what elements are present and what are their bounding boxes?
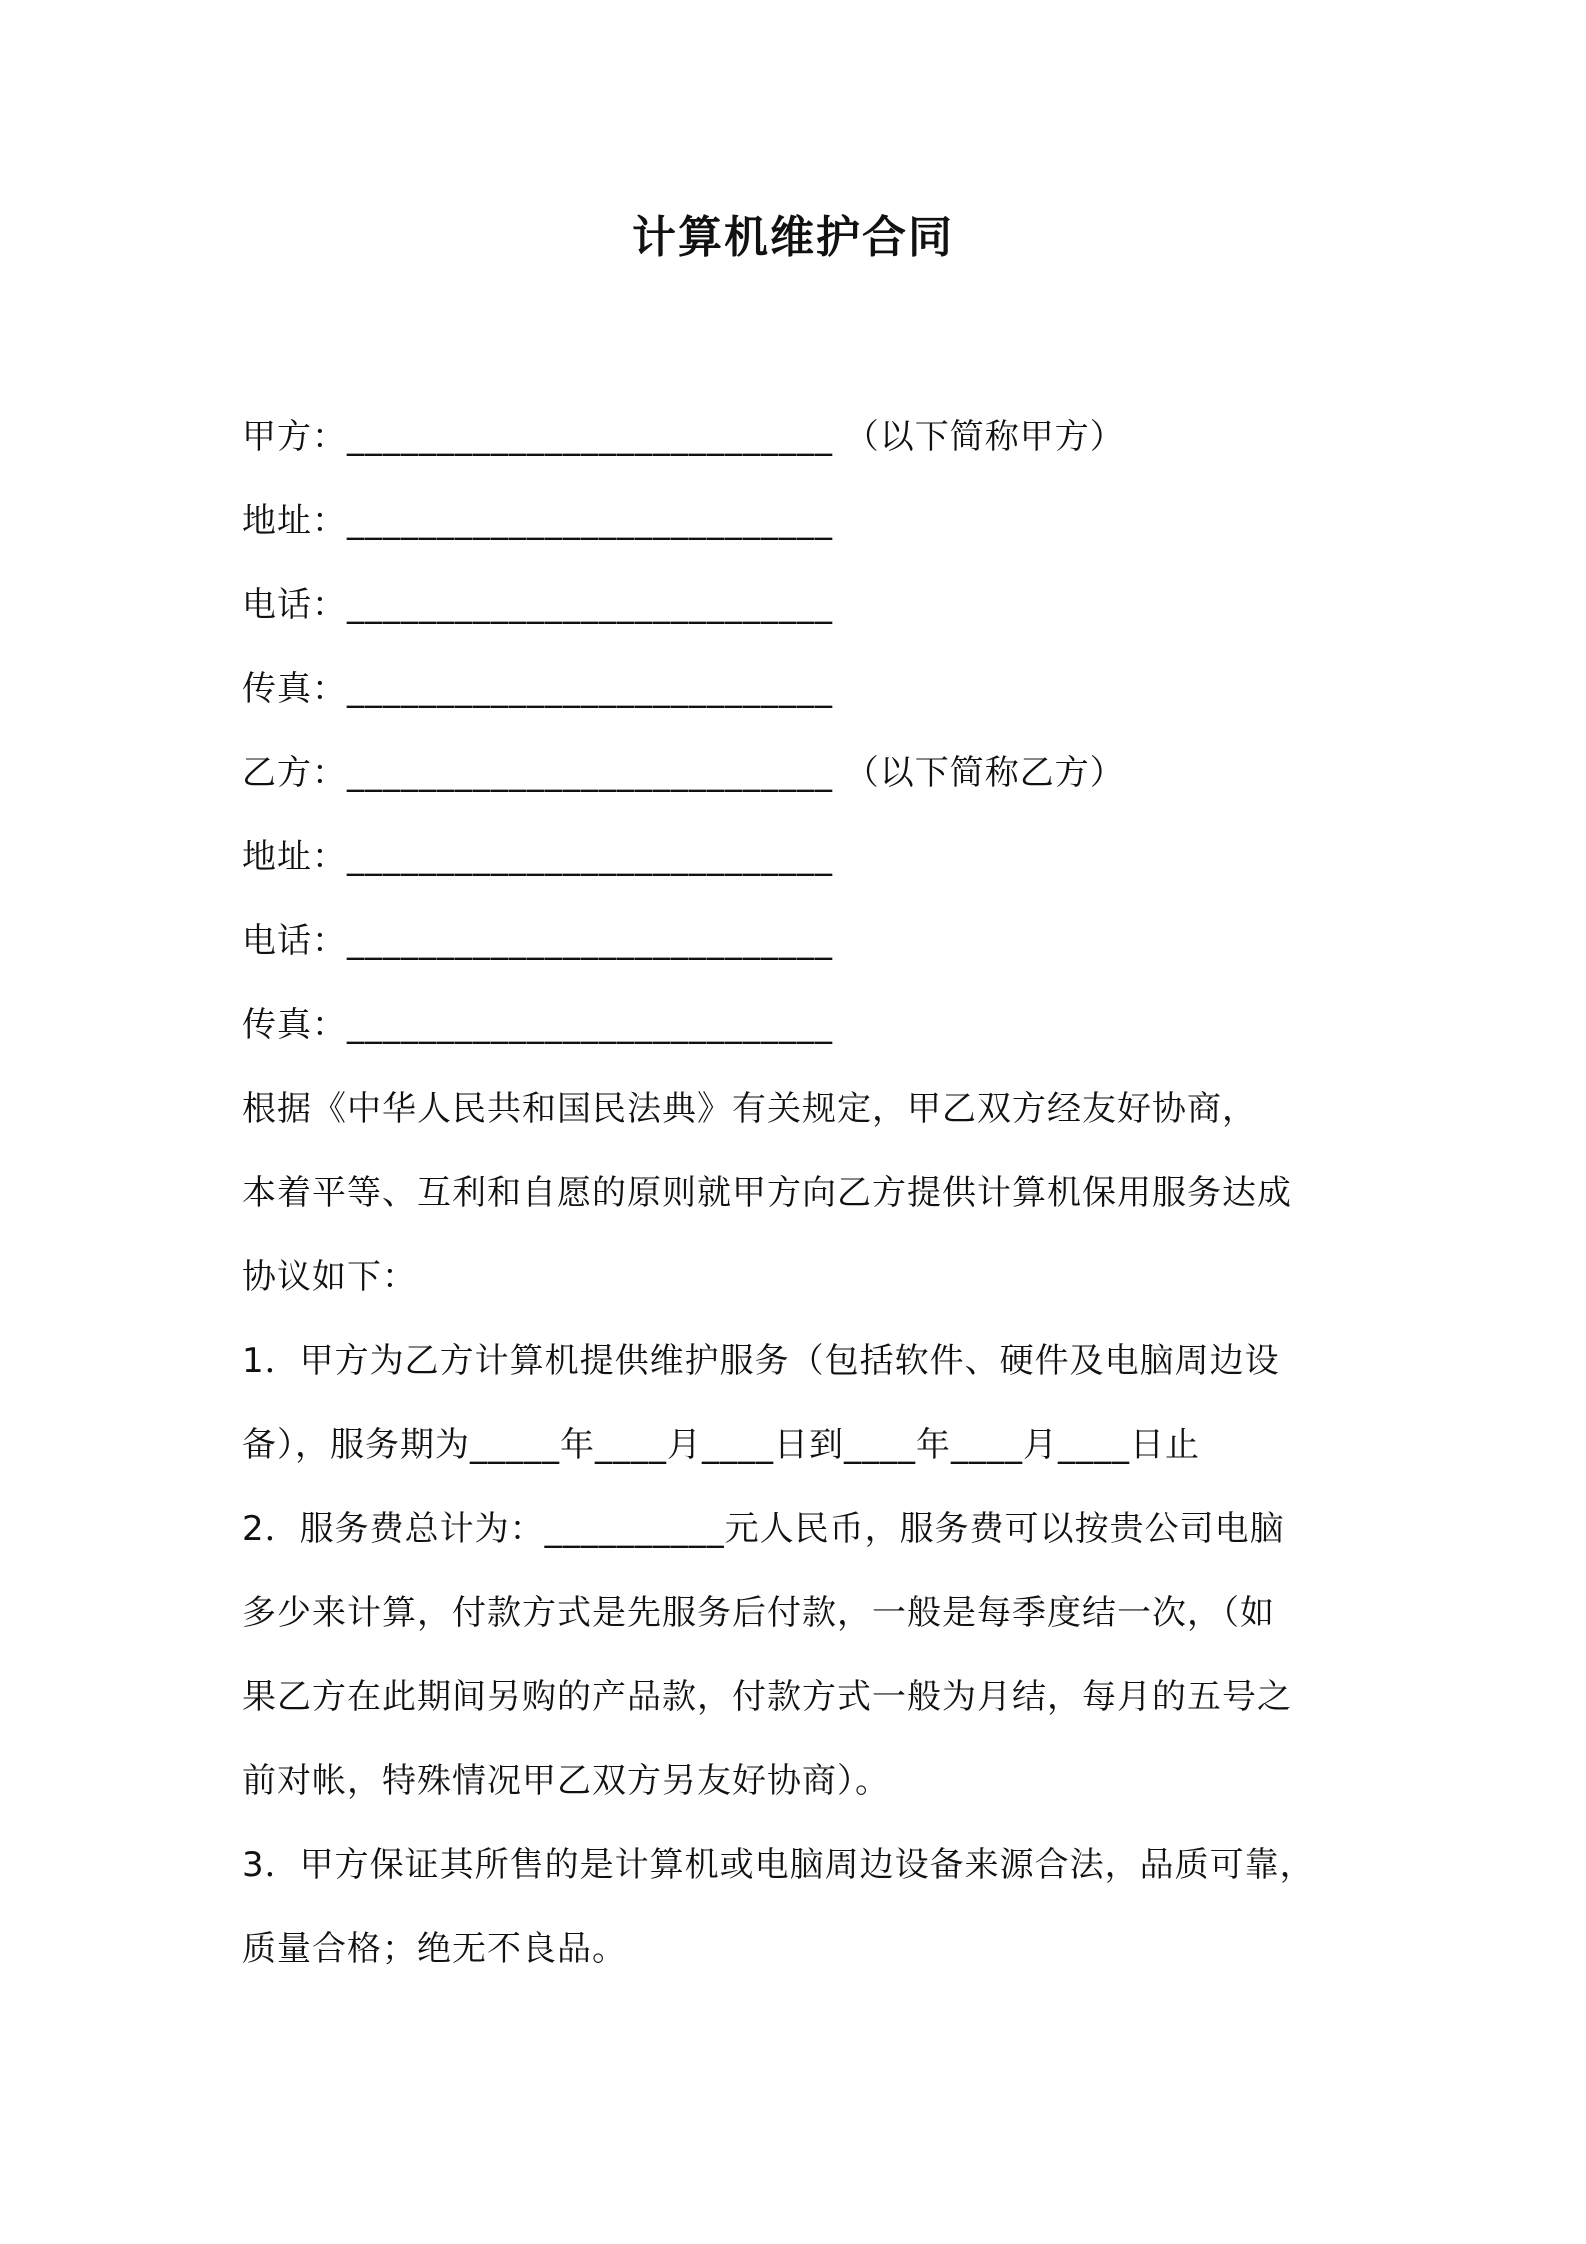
clause-2-line: 果乙方在此期间另购的产品款，付款方式一般为月结，每月的五号之 [242, 1677, 1292, 1717]
clause-2-line: 前对帐，特殊情况甲乙双方另友好协商）。 [242, 1761, 890, 1801]
party-a-name-line: 甲方：___________________________ （以下简称甲方） [242, 417, 1125, 457]
clause-2-line: 2．服务费总计为：__________元人民币，服务费可以按贵公司电脑 [242, 1509, 1285, 1549]
party-a-phone-line: 电话：___________________________ [242, 585, 833, 625]
preamble-line: 协议如下： [242, 1257, 417, 1297]
clause-3-line: 质量合格；绝无不良品。 [242, 1929, 627, 1969]
party-b-name-line: 乙方：___________________________ （以下简称乙方） [242, 753, 1125, 793]
clause-1-line: 1．甲方为乙方计算机提供维护服务（包括软件、硬件及电脑周边设 [242, 1341, 1280, 1381]
page-title: 计算机维护合同 [632, 212, 954, 263]
preamble-line: 根据《中华人民共和国民法典》有关规定，甲乙双方经友好协商， [242, 1089, 1257, 1129]
party-b-phone-line: 电话：___________________________ [242, 921, 833, 961]
party-a-fax-line: 传真：___________________________ [242, 669, 833, 709]
preamble-line: 本着平等、互利和自愿的原则就甲方向乙方提供计算机保用服务达成 [242, 1173, 1292, 1213]
party-a-address-line: 地址：___________________________ [242, 501, 833, 541]
clause-2-line: 多少来计算，付款方式是先服务后付款，一般是每季度结一次，（如 [242, 1593, 1275, 1633]
clause-3-line: 3．甲方保证其所售的是计算机或电脑周边设备来源合法，品质可靠， [242, 1845, 1315, 1885]
clause-1-line: 备），服务期为_____年____月____日到____年____月____日止 [242, 1425, 1200, 1465]
party-b-address-line: 地址：___________________________ [242, 837, 833, 877]
party-b-fax-line: 传真：___________________________ [242, 1005, 833, 1045]
